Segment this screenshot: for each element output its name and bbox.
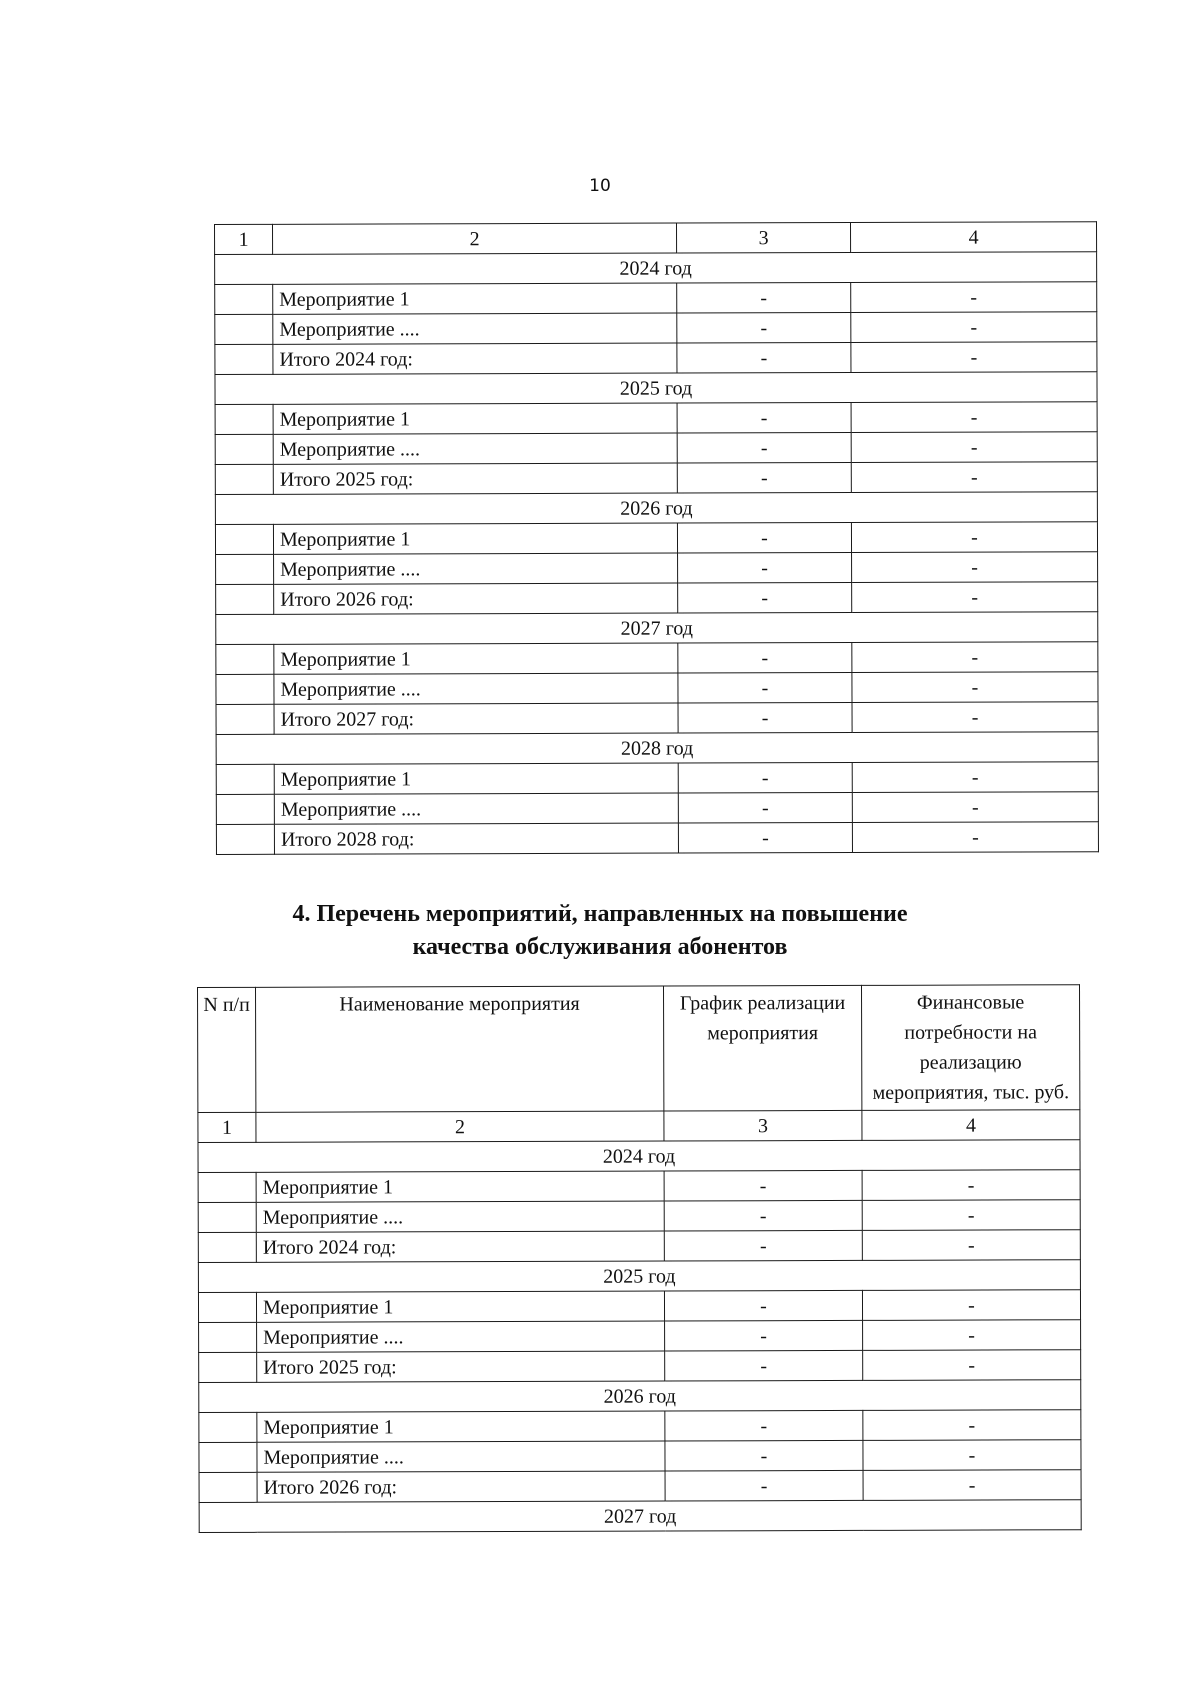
year-row <box>216 612 1098 645</box>
cell-col-3: - <box>677 522 851 553</box>
cell-measure-name: Мероприятие 1 <box>256 1291 664 1322</box>
cell-measure-name: Итого 2024 год: <box>256 1231 664 1262</box>
table-row <box>199 1470 1081 1503</box>
cell-col-4: - <box>862 1200 1080 1231</box>
year-row <box>199 1500 1081 1533</box>
cell-col-4: - <box>851 312 1097 343</box>
cell-col-4: - <box>852 672 1098 703</box>
table-row <box>216 702 1098 735</box>
year-label: 2025 год <box>198 1260 1080 1293</box>
page-number: 10 <box>589 176 611 196</box>
cell-measure-name: Мероприятие .... <box>257 1441 665 1472</box>
cell-measure-name: Мероприятие .... <box>257 1321 665 1352</box>
cell-col-4: - <box>851 402 1097 433</box>
year-label: 2026 год <box>199 1380 1081 1413</box>
cell-col-3: - <box>664 1230 862 1261</box>
table-row <box>216 672 1098 705</box>
cell-num <box>198 1292 256 1322</box>
table-row <box>199 1320 1081 1353</box>
cell-measure-name: Мероприятие .... <box>274 673 678 704</box>
year-label: 2025 год <box>215 372 1097 405</box>
table-row <box>198 1290 1080 1323</box>
cell-num <box>215 434 273 464</box>
header-num: N п/п <box>198 987 256 1112</box>
year-row <box>215 372 1097 405</box>
col-number-1: 1 <box>215 224 273 254</box>
cell-num <box>199 1472 257 1502</box>
table-row <box>215 282 1097 315</box>
cell-measure-name: Мероприятие 1 <box>273 403 677 434</box>
cell-num <box>198 1232 256 1262</box>
cell-col-4: - <box>852 762 1098 793</box>
col-number-1: 1 <box>198 1112 256 1142</box>
cell-col-3: - <box>664 1290 862 1321</box>
cell-num <box>216 764 274 794</box>
cell-num <box>199 1442 257 1472</box>
cell-measure-name: Мероприятие 1 <box>273 283 677 314</box>
table-row <box>198 1230 1080 1263</box>
cell-measure-name: Мероприятие 1 <box>256 1171 664 1202</box>
year-label: 2027 год <box>216 612 1098 645</box>
cell-col-4: - <box>862 1230 1080 1261</box>
table-row <box>216 762 1098 795</box>
cell-col-4: - <box>863 1440 1081 1471</box>
header-finance: Финансовые потребности на реализацию мероприятия, тыс. руб. <box>861 985 1079 1111</box>
cell-num <box>215 524 273 554</box>
cell-col-3: - <box>665 1470 863 1501</box>
section-title-line-1: 4. Перечень мероприятий, направленных на повышение <box>292 901 908 927</box>
cell-col-4: - <box>851 462 1097 493</box>
cell-measure-name: Мероприятие .... <box>274 553 678 584</box>
cell-col-4: - <box>862 1170 1080 1201</box>
col-number-3: 3 <box>664 1110 862 1141</box>
cell-col-3: - <box>678 582 852 613</box>
cell-col-4: - <box>851 522 1097 553</box>
year-row <box>215 252 1097 285</box>
cell-col-3: - <box>678 702 852 733</box>
cell-col-4: - <box>852 552 1098 583</box>
cell-num <box>216 704 274 734</box>
cell-num <box>215 314 273 344</box>
cell-num <box>199 1322 257 1352</box>
cell-measure-name: Итого 2026 год: <box>257 1471 665 1502</box>
cell-col-4: - <box>863 1350 1081 1381</box>
table-row <box>216 582 1098 615</box>
year-row <box>216 732 1098 765</box>
cell-measure-name: Мероприятие .... <box>256 1201 664 1232</box>
cell-col-3: - <box>664 1170 862 1201</box>
cell-col-3: - <box>677 342 851 373</box>
cell-num <box>198 1172 256 1202</box>
cell-num <box>216 584 274 614</box>
table-row <box>198 1170 1080 1203</box>
cell-num <box>199 1352 257 1382</box>
cell-col-4: - <box>863 1320 1081 1351</box>
cell-measure-name: Мероприятие .... <box>274 793 678 824</box>
cell-col-3: - <box>678 792 852 823</box>
cell-col-4: - <box>852 582 1098 613</box>
cell-num <box>216 674 274 704</box>
cell-col-3: - <box>677 402 851 433</box>
table-row <box>216 642 1098 675</box>
year-label: 2024 год <box>215 252 1097 285</box>
cell-col-3: - <box>678 822 852 853</box>
cell-col-3: - <box>678 552 852 583</box>
cell-col-4: - <box>852 792 1098 823</box>
year-label: 2024 год <box>198 1140 1080 1173</box>
table-row <box>216 822 1098 855</box>
table-header-row <box>198 985 1080 1113</box>
cell-col-3: - <box>677 312 851 343</box>
cell-col-3: - <box>665 1320 863 1351</box>
table-row <box>215 312 1097 345</box>
cell-measure-name: Мероприятие .... <box>273 313 677 344</box>
col-number-2: 2 <box>273 223 677 254</box>
table-row <box>215 402 1097 435</box>
cell-col-3: - <box>664 1200 862 1231</box>
cell-measure-name: Итого 2026 год: <box>274 583 678 614</box>
cell-col-4: - <box>852 702 1098 733</box>
year-row <box>215 492 1097 525</box>
cell-measure-name: Итого 2027 год: <box>274 703 678 734</box>
cell-col-4: - <box>863 1410 1081 1441</box>
cell-measure-name: Итого 2028 год: <box>274 823 678 854</box>
year-row <box>199 1380 1081 1413</box>
table-row <box>215 462 1097 495</box>
section-title-line-2: качества обслуживания абонентов <box>412 934 788 960</box>
cell-num <box>215 284 273 314</box>
cell-col-3: - <box>677 432 851 463</box>
cell-measure-name: Итого 2024 год: <box>273 343 677 374</box>
cell-num <box>215 464 273 494</box>
cell-measure-name: Мероприятие .... <box>273 433 677 464</box>
year-row <box>198 1140 1080 1173</box>
cell-col-3: - <box>677 283 851 314</box>
costs-table-continued <box>214 221 1099 855</box>
table-row <box>215 342 1097 375</box>
cell-num <box>216 824 274 854</box>
year-row <box>198 1260 1080 1293</box>
cell-col-3: - <box>678 672 852 703</box>
cell-col-4: - <box>852 642 1098 673</box>
cell-measure-name: Мероприятие 1 <box>274 643 678 674</box>
column-number-row <box>198 1110 1080 1143</box>
table-row <box>216 552 1098 585</box>
cell-num <box>216 644 274 674</box>
col-number-3: 3 <box>676 223 850 254</box>
year-label: 2028 год <box>216 732 1098 765</box>
year-label: 2026 год <box>215 492 1097 525</box>
cell-measure-name: Итого 2025 год: <box>257 1351 665 1382</box>
year-label: 2027 год <box>199 1500 1081 1533</box>
cell-col-4: - <box>863 1470 1081 1501</box>
cell-col-4: - <box>862 1290 1080 1321</box>
table-row <box>199 1410 1081 1443</box>
cell-measure-name: Мероприятие 1 <box>273 523 677 554</box>
cell-measure-name: Мероприятие 1 <box>257 1411 665 1442</box>
col-number-2: 2 <box>256 1111 664 1142</box>
cell-measure-name: Итого 2025 год: <box>273 463 677 494</box>
cell-col-3: - <box>665 1440 863 1471</box>
section-title <box>0 898 1200 964</box>
cell-col-3: - <box>678 762 852 793</box>
cell-num <box>216 794 274 824</box>
cell-col-4: - <box>851 342 1097 373</box>
cell-col-3: - <box>678 642 852 673</box>
cell-col-4: - <box>851 282 1097 313</box>
column-number-row <box>215 222 1097 255</box>
cell-col-3: - <box>677 462 851 493</box>
col-number-4: 4 <box>850 222 1096 253</box>
table-row <box>198 1200 1080 1233</box>
cell-measure-name: Мероприятие 1 <box>274 763 678 794</box>
cell-col-4: - <box>852 822 1098 853</box>
cell-num <box>199 1412 257 1442</box>
table-row <box>216 792 1098 825</box>
table-row <box>215 432 1097 465</box>
service-quality-measures-table <box>197 984 1082 1533</box>
header-name: Наименование мероприятия <box>256 986 664 1112</box>
cell-col-4: - <box>851 432 1097 463</box>
cell-num <box>216 554 274 584</box>
cell-num <box>198 1202 256 1232</box>
table-row <box>215 522 1097 555</box>
col-number-4: 4 <box>862 1110 1080 1141</box>
table-row <box>199 1350 1081 1383</box>
cell-num <box>215 404 273 434</box>
cell-num <box>215 344 273 374</box>
cell-col-3: - <box>665 1410 863 1441</box>
cell-col-3: - <box>665 1350 863 1381</box>
header-schedule: График реализации мероприятия <box>663 985 861 1111</box>
table-row <box>199 1440 1081 1473</box>
